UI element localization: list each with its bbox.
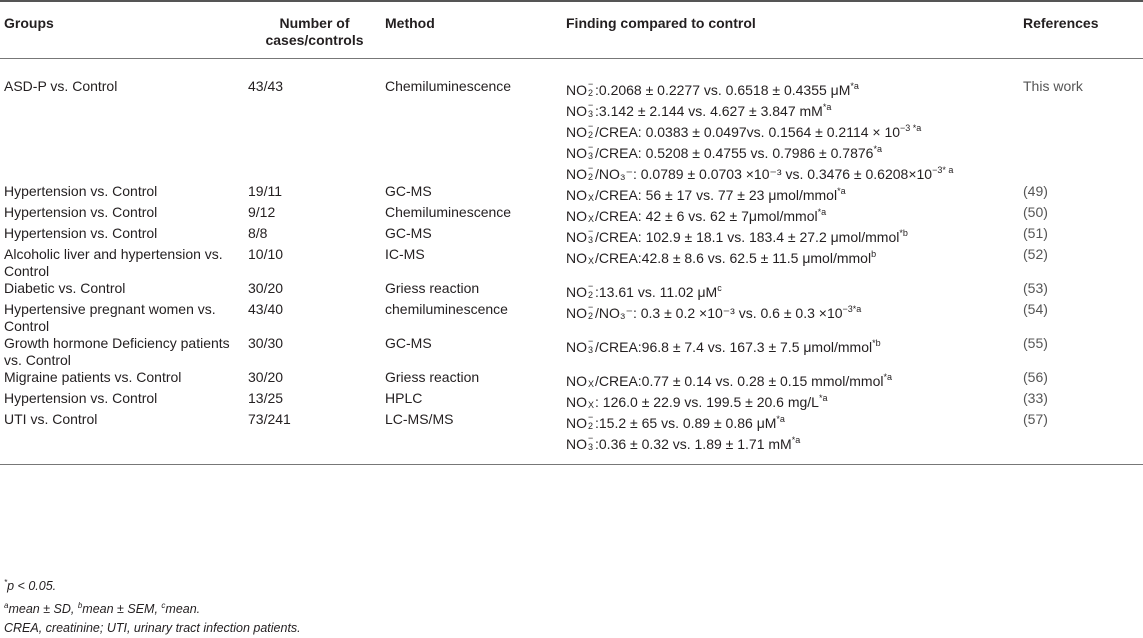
cell-reference: (54) xyxy=(1023,301,1048,317)
finding-charge: − xyxy=(588,302,594,312)
finding-line xyxy=(566,99,1019,120)
cell-method: Griess reaction xyxy=(385,280,480,296)
finding-mark: *a xyxy=(776,414,785,424)
footnote-c-text: mean. xyxy=(165,602,201,616)
cell-method: GC-MS xyxy=(385,183,432,199)
cell-reference: (57) xyxy=(1023,411,1048,427)
cell-finding xyxy=(562,280,1019,301)
finding-lead: NO xyxy=(566,166,587,182)
finding-lead: NO xyxy=(566,373,587,389)
finding-subscript: X xyxy=(588,256,595,266)
finding-mark: *b xyxy=(899,228,908,238)
finding-subscript: 2 xyxy=(588,88,594,98)
footnote-a-text: mean ± SD, xyxy=(8,602,78,616)
finding-lead: NO xyxy=(566,103,587,119)
finding-text: : 126.0 ± 22.9 vs. 199.5 ± 20.6 mg/L xyxy=(595,394,819,410)
cell-finding xyxy=(562,301,1019,335)
cell-method: LC-MS/MS xyxy=(385,411,454,427)
cell-group: ASD-P vs. Control xyxy=(4,78,118,94)
header-finding: Finding compared to control xyxy=(566,15,756,31)
finding-ion xyxy=(587,79,595,98)
finding-ion xyxy=(587,211,595,224)
finding-charge: − xyxy=(588,79,594,89)
cell-reference: (56) xyxy=(1023,369,1048,385)
cell-number: 13/25 xyxy=(248,390,284,406)
finding-ion xyxy=(587,163,595,182)
cell-group: Hypertension vs. Control xyxy=(4,204,158,220)
cell-method: HPLC xyxy=(385,390,423,406)
finding-line xyxy=(566,301,1019,322)
finding-line xyxy=(566,335,1019,356)
finding-lead: NO xyxy=(566,250,587,266)
finding-lead: NO xyxy=(566,208,587,224)
table-row xyxy=(0,225,1143,246)
finding-text: /CREA:96.8 ± 7.4 vs. 167.3 ± 7.5 μmol/mmol xyxy=(595,339,873,355)
finding-line xyxy=(566,225,1019,246)
cell-number: 43/43 xyxy=(248,78,284,94)
finding-mark: −3 *a xyxy=(900,123,922,133)
cell-group: Hypertension vs. Control xyxy=(4,390,158,406)
cell-method: GC-MS xyxy=(385,335,432,351)
cell-reference: (51) xyxy=(1023,225,1048,241)
table-row xyxy=(0,280,1143,301)
cell-number: 19/11 xyxy=(248,183,282,199)
finding-line xyxy=(566,78,1019,99)
cell-number: 43/40 xyxy=(248,301,284,317)
cell-number: 30/30 xyxy=(248,335,284,351)
finding-mark: *a xyxy=(791,435,801,445)
finding-text: :15.2 ± 65 vs. 0.89 ± 0.86 μM xyxy=(595,415,777,431)
table-footnotes xyxy=(4,573,301,638)
finding-subscript: 3 xyxy=(588,151,594,161)
table-row xyxy=(0,246,1143,280)
cell-group: UTI vs. Control xyxy=(4,411,98,427)
cell-finding xyxy=(562,411,1019,465)
finding-subscript: X xyxy=(588,193,595,203)
cell-group: Hypertensive pregnant women vs. Control xyxy=(4,301,216,334)
finding-mark: −3*a xyxy=(842,304,862,314)
footnote-a-mark: a xyxy=(4,601,9,610)
cell-finding xyxy=(562,204,1019,225)
finding-lead: NO xyxy=(566,82,587,98)
finding-text: /CREA: 0.5208 ± 0.4755 vs. 0.7986 ± 0.7876 xyxy=(595,145,874,161)
table-row xyxy=(0,301,1143,335)
footnote-p-text: p < 0.05. xyxy=(7,579,57,593)
finding-ion xyxy=(587,397,595,410)
cell-number: 10/10 xyxy=(248,246,284,262)
table-row xyxy=(0,335,1143,369)
table-row xyxy=(0,411,1143,465)
finding-lead: NO xyxy=(566,415,587,431)
footnote-abbrev: CREA, creatinine; UTI, urinary tract infection patients. xyxy=(4,621,301,635)
finding-ion xyxy=(587,253,595,266)
finding-lead: NO xyxy=(566,339,587,355)
finding-line xyxy=(566,246,1019,267)
finding-lead: NO xyxy=(566,284,587,300)
cell-method: Griess reaction xyxy=(385,369,480,385)
finding-text: :0.36 ± 0.32 vs. 1.89 ± 1.71 mM xyxy=(595,436,792,452)
finding-ion xyxy=(587,302,595,321)
finding-ion xyxy=(587,336,595,355)
cell-finding xyxy=(562,225,1019,246)
cell-reference: (53) xyxy=(1023,280,1048,296)
finding-line xyxy=(566,369,1019,390)
cell-method: Chemiluminescence xyxy=(385,204,512,220)
finding-subscript: 3 xyxy=(588,109,594,119)
finding-line xyxy=(566,183,1019,204)
cell-reference: (55) xyxy=(1023,335,1048,351)
finding-subscript: 2 xyxy=(588,421,594,431)
finding-ion xyxy=(587,190,595,203)
header-groups: Groups xyxy=(4,15,54,31)
cell-number: 8/8 xyxy=(248,225,268,241)
finding-ion xyxy=(587,142,595,161)
finding-subscript: 2 xyxy=(588,290,594,300)
finding-mark: b xyxy=(871,249,877,259)
finding-line xyxy=(566,204,1019,225)
footnote-b-mark: b xyxy=(77,601,83,610)
cell-finding xyxy=(562,246,1019,280)
table-row xyxy=(0,59,1143,184)
finding-ion xyxy=(587,281,595,300)
finding-mark: *a xyxy=(817,207,827,217)
cell-reference: (49) xyxy=(1023,183,1048,199)
finding-lead: NO xyxy=(566,124,587,140)
finding-text: /CREA: 102.9 ± 18.1 vs. 183.4 ± 27.2 μmol/mmol xyxy=(595,229,900,245)
finding-ion xyxy=(587,376,595,389)
finding-charge: − xyxy=(588,336,594,346)
header-row xyxy=(0,1,1143,59)
finding-text: :3.142 ± 2.144 vs. 4.627 ± 3.847 mM xyxy=(595,103,823,119)
finding-line xyxy=(566,120,1019,141)
finding-charge: − xyxy=(588,226,594,236)
table-row xyxy=(0,390,1143,411)
cell-number: 30/20 xyxy=(248,280,284,296)
cell-group: Hypertension vs. Control xyxy=(4,183,158,199)
finding-mark: *a xyxy=(818,393,828,403)
finding-subscript: 2 xyxy=(588,172,594,182)
table-row xyxy=(0,183,1143,204)
cell-number: 73/241 xyxy=(248,411,291,427)
finding-ion xyxy=(587,433,595,452)
cell-reference: (52) xyxy=(1023,246,1048,262)
finding-text: /NO₃⁻: 0.3 ± 0.2 ×10⁻³ vs. 0.6 ± 0.3 ×10 xyxy=(595,305,843,321)
cell-reference: (33) xyxy=(1023,390,1048,406)
cell-reference: This work xyxy=(1023,78,1083,94)
cell-group: Growth hormone Deficiency patients vs. Control xyxy=(4,335,230,368)
cell-method: GC-MS xyxy=(385,225,432,241)
header-method: Method xyxy=(385,15,435,31)
finding-line xyxy=(566,411,1019,432)
finding-mark: *b xyxy=(872,338,881,348)
footnote-p xyxy=(4,573,301,596)
finding-lead: NO xyxy=(566,229,587,245)
cell-group: Migraine patients vs. Control xyxy=(4,369,182,385)
finding-charge: − xyxy=(588,163,594,173)
finding-charge: − xyxy=(588,281,594,291)
finding-subscript: X xyxy=(588,214,595,224)
finding-subscript: 3 xyxy=(588,235,594,245)
footnote-c-mark: c xyxy=(161,601,166,610)
table-row xyxy=(0,204,1143,225)
finding-subscript: 3 xyxy=(588,442,594,452)
table-body xyxy=(0,59,1143,465)
finding-charge: − xyxy=(588,100,594,110)
finding-ion xyxy=(587,226,595,245)
finding-ion xyxy=(587,412,595,431)
cell-finding xyxy=(562,183,1019,204)
cell-finding xyxy=(562,390,1019,411)
cell-finding xyxy=(562,59,1019,184)
finding-mark: *a xyxy=(883,372,892,382)
cell-method: Chemiluminescence xyxy=(385,78,512,94)
cell-number: 30/20 xyxy=(248,369,284,385)
finding-text: /CREA: 56 ± 17 vs. 77 ± 23 μmol/mmol xyxy=(595,187,838,203)
finding-text: /NO₃⁻: 0.0789 ± 0.0703 ×10⁻³ vs. 0.3476 ± 0.6208×10 xyxy=(595,166,933,182)
finding-lead: NO xyxy=(566,436,587,452)
finding-subscript: 3 xyxy=(588,345,594,355)
finding-lead: NO xyxy=(566,187,587,203)
finding-mark: −3* a xyxy=(932,165,954,175)
finding-charge: − xyxy=(588,433,594,443)
finding-text: /CREA: 42 ± 6 vs. 62 ± 7μmol/mmol xyxy=(595,208,818,224)
footnote-stats xyxy=(4,596,301,619)
cell-group: Hypertension vs. Control xyxy=(4,225,158,241)
finding-mark: c xyxy=(717,283,722,293)
finding-mark: *a xyxy=(837,186,846,196)
finding-mark: *a xyxy=(873,144,882,154)
finding-line xyxy=(566,432,1019,453)
finding-text: :0.2068 ± 0.2277 vs. 0.6518 ± 0.4355 μM xyxy=(595,82,851,98)
finding-mark: *a xyxy=(822,102,832,112)
finding-text: /CREA: 0.0383 ± 0.0497vs. 0.1564 ± 0.2114 × 10 xyxy=(595,124,901,140)
cell-finding xyxy=(562,335,1019,369)
finding-text: :13.61 vs. 11.02 μM xyxy=(595,284,718,300)
finding-line xyxy=(566,162,1019,183)
footnote-p-mark: * xyxy=(4,578,8,587)
cell-finding xyxy=(562,369,1019,390)
cell-reference: (50) xyxy=(1023,204,1048,220)
cell-method: chemiluminescence xyxy=(385,301,508,317)
finding-lead: NO xyxy=(566,145,587,161)
finding-charge: − xyxy=(588,412,594,422)
finding-line xyxy=(566,280,1019,301)
finding-subscript: X xyxy=(588,400,595,410)
finding-line xyxy=(566,390,1019,411)
cell-group: Diabetic vs. Control xyxy=(4,280,126,296)
footnote-b-text: mean ± SEM, xyxy=(82,602,162,616)
finding-charge: − xyxy=(588,121,594,131)
finding-lead: NO xyxy=(566,305,587,321)
cell-method: IC-MS xyxy=(385,246,425,262)
cell-number: 9/12 xyxy=(248,204,276,220)
finding-subscript: X xyxy=(588,379,595,389)
finding-text: /CREA:42.8 ± 8.6 vs. 62.5 ± 11.5 μmol/mmol xyxy=(595,250,872,266)
finding-lead: NO xyxy=(566,394,587,410)
finding-ion xyxy=(587,121,595,140)
table-row xyxy=(0,369,1143,390)
finding-charge: − xyxy=(588,142,594,152)
table-header xyxy=(0,1,1143,59)
finding-text: /CREA:0.77 ± 0.14 vs. 0.28 ± 0.15 mmol/mmol xyxy=(595,373,884,389)
finding-line xyxy=(566,141,1019,162)
finding-mark: *a xyxy=(850,81,859,91)
header-number: Number of cases/controls xyxy=(265,15,364,48)
finding-subscript: 2 xyxy=(588,311,594,321)
finding-subscript: 2 xyxy=(588,130,594,140)
cell-group: Alcoholic liver and hypertension vs. Control xyxy=(4,246,223,279)
header-references: References xyxy=(1023,15,1099,31)
finding-ion xyxy=(587,100,595,119)
